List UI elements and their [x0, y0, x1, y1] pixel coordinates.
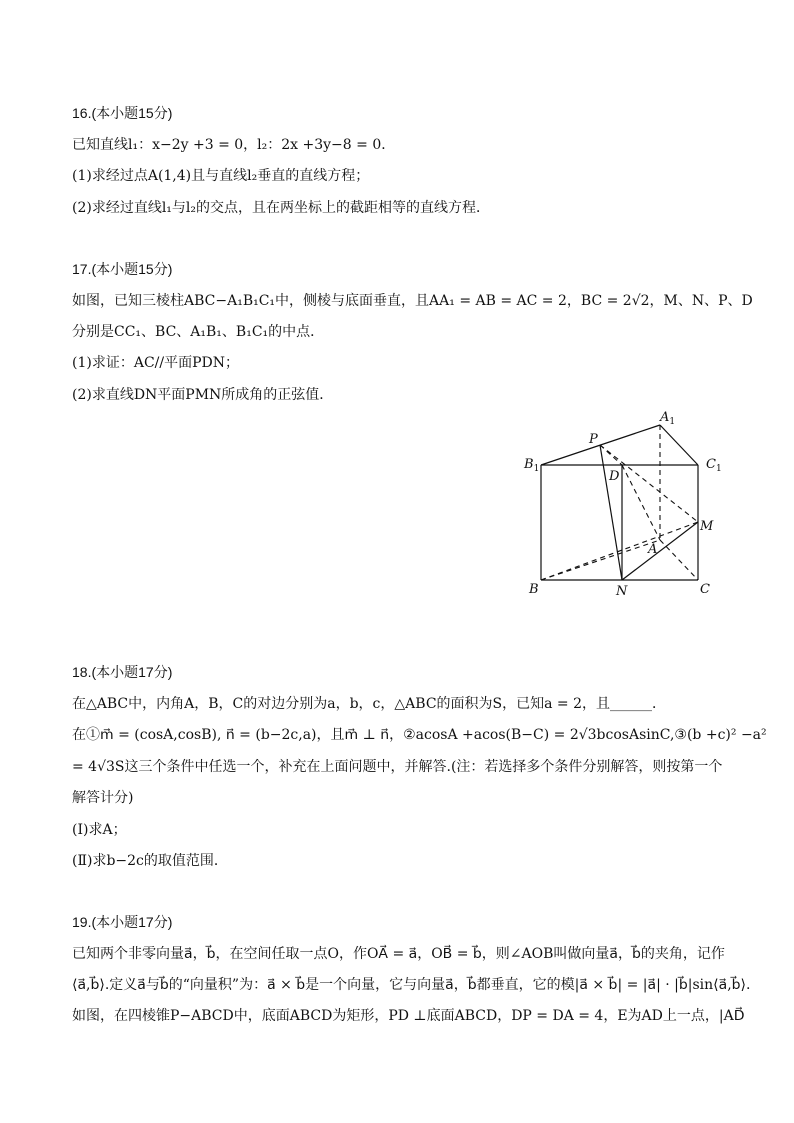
edge-a1-c1: [660, 425, 698, 465]
edge-b-a: [541, 540, 660, 580]
q17-part2: (2)求直线DN平面PMN所成角的正弦值．: [72, 387, 334, 403]
q16-stem: 已知直线l₁：x−2y +3 = 0，l₂：2x +3y−8 = 0．: [72, 137, 396, 153]
q18-stem-line2: 在①m⃗ = (cosA,cosB), n⃗ = (b−2c,a)，且m⃗ ⊥ n⃗，②acosA +acos(B−C) = 2√3bcosAsinC,③(b +c)² −a²: [72, 727, 767, 743]
label-a1: $A_1$: [660, 410, 676, 427]
label-d: D: [609, 469, 620, 484]
q19-header: 19.(本小题17分): [72, 914, 173, 930]
q18-part2: (Ⅱ)求b−2c的取值范围．: [72, 853, 228, 869]
q16-part1: (1)求经过点A(1,4)且与直线l₂垂直的直线方程；: [72, 168, 370, 184]
label-m: M: [700, 519, 714, 534]
prism-figure: [515, 405, 740, 600]
q18-header: 18.(本小题17分): [72, 664, 173, 680]
edge-d-a: [622, 465, 660, 540]
edge-n-m: [622, 522, 698, 580]
label-c: C: [700, 582, 710, 597]
q18-stem-line1: 在△ABC中，内角A，B，C的对边分别为a，b，c，△ABC的面积为S，已知a = 2，且______．: [72, 696, 667, 712]
q17-stem-line2: 分别是CC₁、BC、A₁B₁、B₁C₁的中点．: [72, 324, 325, 340]
label-c1: $C_1$: [706, 457, 722, 474]
q17-part1: (1)求证：AC//平面PDN；: [72, 355, 239, 371]
label-b1: $B_1$: [524, 457, 540, 474]
q18-part1: (Ⅰ)求A；: [72, 822, 127, 838]
q18-stem-line4: 解答计分): [72, 790, 134, 806]
q17-header: 17.(本小题15分): [72, 261, 173, 277]
q18-stem-line3: = 4√3S这三个条件中任选一个，补充在上面问题中，并解答.(注：若选择多个条件分别解答，则按第一个: [72, 759, 723, 775]
label-n: N: [616, 584, 628, 599]
q19-stem-line1: 已知两个非零向量a⃗，b⃗，在空间任取一点O，作OA⃗ = a⃗，OB⃗ = b⃗，则∠AOB叫做向量a⃗，b⃗的夹角，记作: [72, 946, 725, 962]
q17-stem-line1: 如图，已知三棱柱ABC−A₁B₁C₁中，侧棱与底面垂直，且AA₁ = AB = AC = 2，BC = 2√2，M、N、P、D: [72, 293, 753, 309]
q16-part2: (2)求经过直线l₁与l₂的交点，且在两坐标上的截距相等的直线方程．: [72, 200, 491, 216]
q16-header: 16.(本小题15分): [72, 105, 173, 121]
edge-b-m: [541, 522, 698, 580]
label-a: A: [648, 542, 658, 557]
label-b: B: [529, 582, 539, 597]
q19-stem-line3: 如图，在四棱锥P−ABCD中，底面ABCD为矩形，PD ⊥底面ABCD，DP = DA = 4，E为AD上一点，|AD⃗: [72, 1008, 745, 1024]
label-p: P: [589, 432, 598, 447]
q19-stem-line2: ⟨a⃗,b⃗⟩.定义a⃗与b⃗的“向量积”为：a⃗ × b⃗是一个向量，它与向量a⃗，b⃗都垂直，它的模|a⃗ × b⃗| = |a⃗| · |b⃗|sin⟨a⃗,b⃗⟩.: [72, 977, 751, 993]
